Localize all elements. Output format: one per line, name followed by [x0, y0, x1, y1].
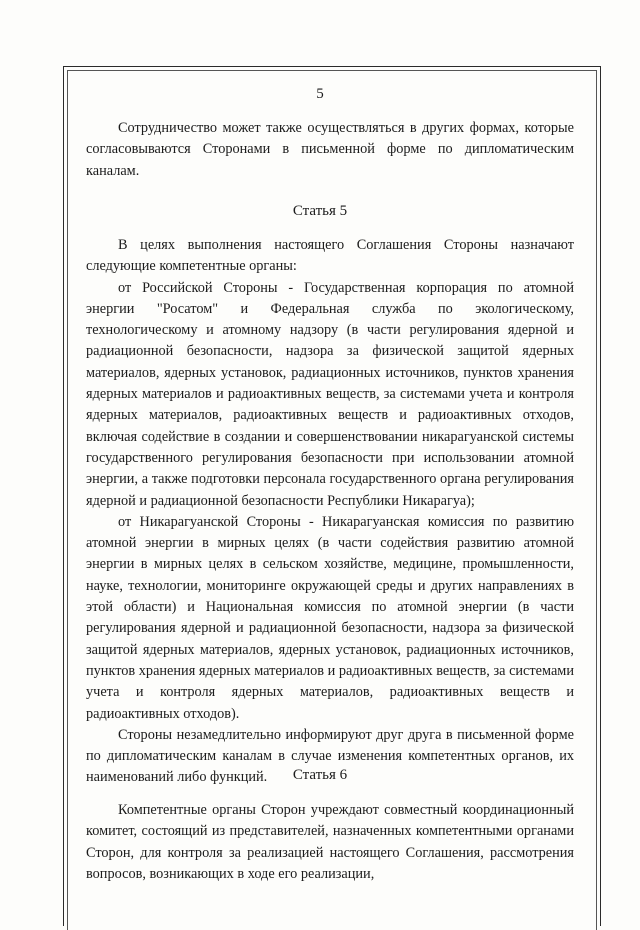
page-number: 5 [316, 86, 324, 102]
article-5-paragraph-1: В целях выполнения настоящего Соглашения Стороны назначают следующие компетентные органы: [86, 237, 574, 275]
intro-paragraph: Сотрудничество может также осуществляться в других формах, которые согласовываются Сторонами в письменной форме по дипломатическим каналам. [86, 120, 574, 179]
article-6-body [86, 800, 574, 885]
intro-section [86, 118, 574, 182]
article-6-heading: Статья 6 [292, 767, 348, 783]
article-5-body [86, 235, 574, 789]
article-5-paragraph-4: Стороны незамедлительно информируют друг друга в письменной форме по дипломатическим каналам в случае изменения компетентных органов, их наименований либо функций. [86, 726, 574, 786]
article-5-heading: Статья 5 [292, 203, 348, 219]
article-6-paragraph-1: Компетентные органы Сторон учреждают совместный координационный комитет, состоящий из представителей, назначенных компетентными органами Сторон, для контроля за реализацией настоящего Соглашения, рассмотрения вопросов, возникающих в ходе его реализации, [86, 802, 574, 882]
article-5-paragraph-3: от Никарагуанской Стороны - Никарагуанская комиссия по развитию атомной энергии в мирных целях (в части содействия развитию атомной энергии в мирных целях в сельском хозяйстве, медицине, промышленности, науке, технологии, мониторинге окружающей среды и других направлениях в этой области) и Национальная комиссия по атомной энергии (в части регулирования ядерной и радиационной безопасности, надзора за физической защитой ядерных материалов, ядерных установок, радиационных источников, пунктов хранения ядерных материалов и радиоактивных веществ, за системами учета и контроля ядерных материалов, радиоактивных веществ и радиоактивных отходов). [86, 513, 574, 722]
article-5-paragraph-2: от Российской Стороны - Государственная корпорация по атомной энергии "Росатом" и Федеральная служба по экологическому, технологическому и атомному надзору (в части регулирования ядерной и радиационной безопасности, надзора за физической защитой ядерных материалов, ядерных установок, радиационных источников, пунктов хранения ядерных материалов и радиоактивных веществ, за системами учета и контроля ядерных материалов, радиоактивных веществ и радиоактивных отходов, включая содействие в создании и совершенствовании никарагуанской системы государственного регулирования безопасности при использовании атомной энергии, а также подготовки персонала государственного органа регулирования ядерной и радиационной безопасности Республики Никарагуа); [86, 279, 574, 509]
